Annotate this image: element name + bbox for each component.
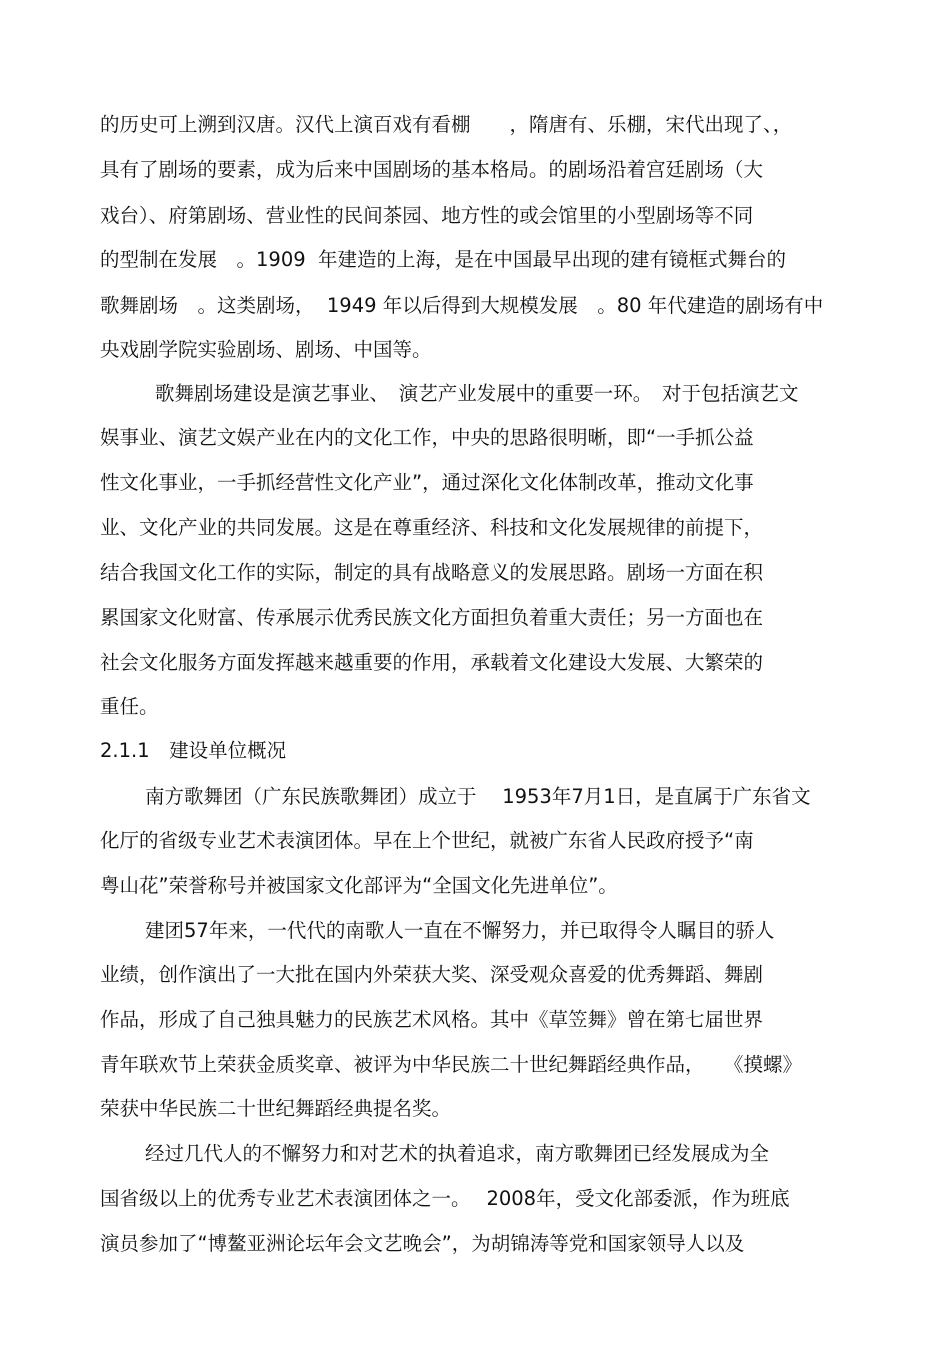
text-line: 歌舞剧场 。这类剧场， 1949 年以后得到大规模发展 。80 年代建造的剧场有中 <box>100 294 824 317</box>
text-line: 重任。 <box>100 695 159 718</box>
text-line: 累国家文化财富、传承展示优秀民族文化方面担负着重大责任；另一方面也在 <box>100 606 764 629</box>
text-line: 的历史可上溯到汉唐。汉代上演百戏有看棚 ，隋唐有、乐棚，宋代出现了、， <box>100 113 793 136</box>
paragraph-first-line: 经过几代人的不懈努力和对艺术的执着追求，南方歌舞团已经发展成为全 <box>145 1142 770 1165</box>
text-line: 的型制在发展 。1909 年建造的上海，是在中国最早出现的建有镜框式舞台的 <box>100 248 787 271</box>
text-line: 结合我国文化工作的实际，制定的具有战略意义的发展思路。剧场一方面在积 <box>100 561 764 584</box>
text-line: 社会文化服务方面发挥越来越重要的作用，承载着文化建设大发展、大繁荣的 <box>100 651 764 674</box>
text-line: 荣获中华民族二十世纪舞蹈经典提名奖。 <box>100 1097 452 1120</box>
text-line: 娱事业、演艺文娱产业在内的文化工作，中央的思路很明晰，即“一手抓公益 <box>100 426 754 449</box>
text-line: 演员参加了“博鳌亚洲论坛年会文艺晚会”，为胡锦涛等党和国家领导人以及 <box>100 1232 745 1255</box>
text-line: 业绩，创作演出了一大批在国内外荣获大奖、深受观众喜爱的优秀舞蹈、舞剧 <box>100 963 764 986</box>
text-line: 化厅的省级专业艺术表演团体。早在上个世纪，就被广东省人民政府授予“南 <box>100 829 754 852</box>
text-line: 作品，形成了自己独具魅力的民族艺术风格。其中《草笠舞》曾在第七届世界 <box>100 1008 764 1031</box>
text-line: 戏台）、府第剧场、营业性的民间茶园、地方性的或会馆里的小型剧场等不同 <box>100 204 754 227</box>
text-line: 具有了剧场的要素，成为后来中国剧场的基本格局。的剧场沿着宫廷剧场（大 <box>100 158 764 181</box>
text-line: 性文化事业，一手抓经营性文化产业”，通过深化文化体制改革，推动文化事 <box>100 471 754 494</box>
text-line: 央戏剧学院实验剧场、剧场、中国等。 <box>100 338 432 361</box>
section-heading: 2.1.1 建设单位概况 <box>100 739 287 762</box>
text-line: 业、文化产业的共同发展。这是在尊重经济、科技和文化发展规律的前提下， <box>100 516 764 539</box>
text-line: 青年联欢节上荣获金质奖章、被评为中华民族二十世纪舞蹈经典作品， 《摸螺》 <box>100 1053 803 1076</box>
text-line: 粤山花”荣誉称号并被国家文化部评为“全国文化先进单位”。 <box>100 874 618 897</box>
paragraph-first-line: 南方歌舞团（广东民族歌舞团）成立于 1953年7月1日，是直属于广东省文 <box>145 785 811 808</box>
paragraph-first-line: 歌舞剧场建设是演艺事业、 演艺产业发展中的重要一环。 对于包括演艺文 <box>155 382 799 405</box>
paragraph-first-line: 建团57年来，一代代的南歌人一直在不懈努力，并已取得令人瞩目的骄人 <box>145 919 775 942</box>
text-line: 国省级以上的优秀专业艺术表演团体之一。 2008年，受文化部委派，作为班底 <box>100 1187 790 1210</box>
